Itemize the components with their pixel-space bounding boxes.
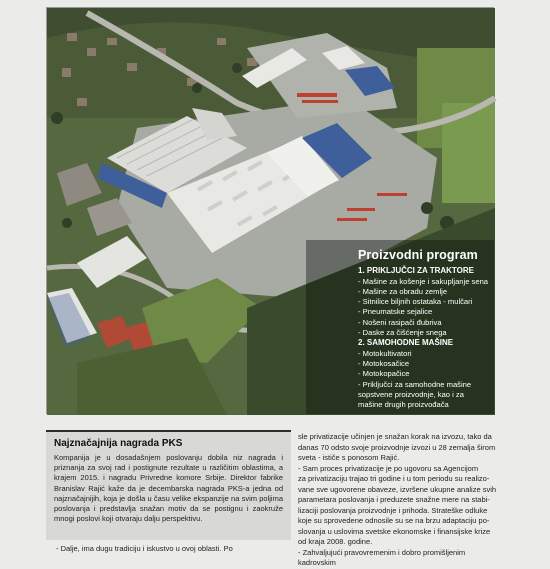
paragraph-line: od kraja 2008. godine.: [298, 537, 373, 546]
program-item: - Motokopačice: [358, 369, 410, 379]
program-item: - Motokultivatori: [358, 348, 412, 358]
paragraph-line: slovanja u uslovima svetske ekonomske i finansijske krize: [298, 526, 491, 536]
paragraph-line: lizaciji poslovanja proizvodnje i prihoda. Strateške odluke: [298, 505, 488, 515]
paragraph-line: za privatizaciju trajao tri godine i u tom periodu su realizo-: [298, 474, 490, 483]
paragraph-line: - Zahvaljujući pravovremenim i dobro promišljenim kadrovskim: [298, 547, 466, 567]
program-item: - Sitnilice biljnih ostataka - mulčari: [358, 297, 473, 307]
paragraph-line: sle privatizacije učinjen je snažan korak na izvozu, tako da: [298, 432, 492, 441]
paragraph-line: - Sam proces privatizacije je po ugovoru sa Agencijom: [298, 463, 479, 473]
sidebox-title: Najznačajnija nagrada PKS: [54, 438, 183, 449]
program-section-1: 1. PRIKLJUČCI ZA TRAKTORE: [358, 266, 475, 275]
program-item: - Pneumatske sejalice: [358, 307, 433, 317]
program-item: - Priključci za samohodne mašine: [358, 379, 472, 389]
paragraph-line: sveta - ističe s ponosom Rajić.: [298, 453, 400, 462]
paragraph-line: danas 70 odsto svoje proizvodnje izvozi u 28 zemalja širom: [298, 442, 496, 452]
paragraph-line: vane sve ugovorene obaveze, izvršene ukupne analize svih: [298, 484, 497, 494]
production-program-box: [306, 240, 494, 414]
paragraph-line: koje su sprovedene odnosile su se na brzu adaptaciju po-: [298, 516, 490, 525]
right-column-text: [298, 432, 498, 567]
sidebox-text: Kompanija je u dosadašnjem poslovanju dobila niz nagrada i priznanja za svoj rad i postignute rezultate u različitim oblastima, a krajem 2015. i nagradu Privredne komore Srbije. Direktor fabrike Branislav Rajić kaže da je decembarska nagrada PKS-a jedna od najznačajnijih, koja je došla u času velike ekspanzije na svim poljima poslovanja i predstavlja snažan motiv da se postignu i zaokruže mnogi poslovi koji otvaraju dalju perspektivu.: [54, 453, 283, 524]
program-item: - Mašine za obradu zemlje: [358, 286, 448, 296]
paragraph-line: parametara poslovanja i preduzete snažne mere na stabi-: [298, 495, 490, 504]
program-title: Proizvodni program: [358, 248, 478, 262]
award-sidebox: [46, 430, 291, 540]
program-item: mašine drugih proizvođača: [358, 400, 449, 410]
program-item: sopstvene proizvodnje, kao i za: [358, 389, 464, 399]
program-item: - Nošeni rasipači đubriva: [358, 317, 442, 327]
left-column-text: - Dalje, ima dugu tradiciju i iskustvo u ovoj oblasti. Po: [56, 544, 233, 553]
program-item: - Mašine za košenje i sakupljanje sena: [358, 276, 489, 286]
program-item: - Daske za čišćenje snega: [358, 327, 447, 337]
program-item: - Motokosačice: [358, 359, 410, 369]
program-section-2: 2. SAMOHODNE MAŠINE: [358, 338, 454, 348]
